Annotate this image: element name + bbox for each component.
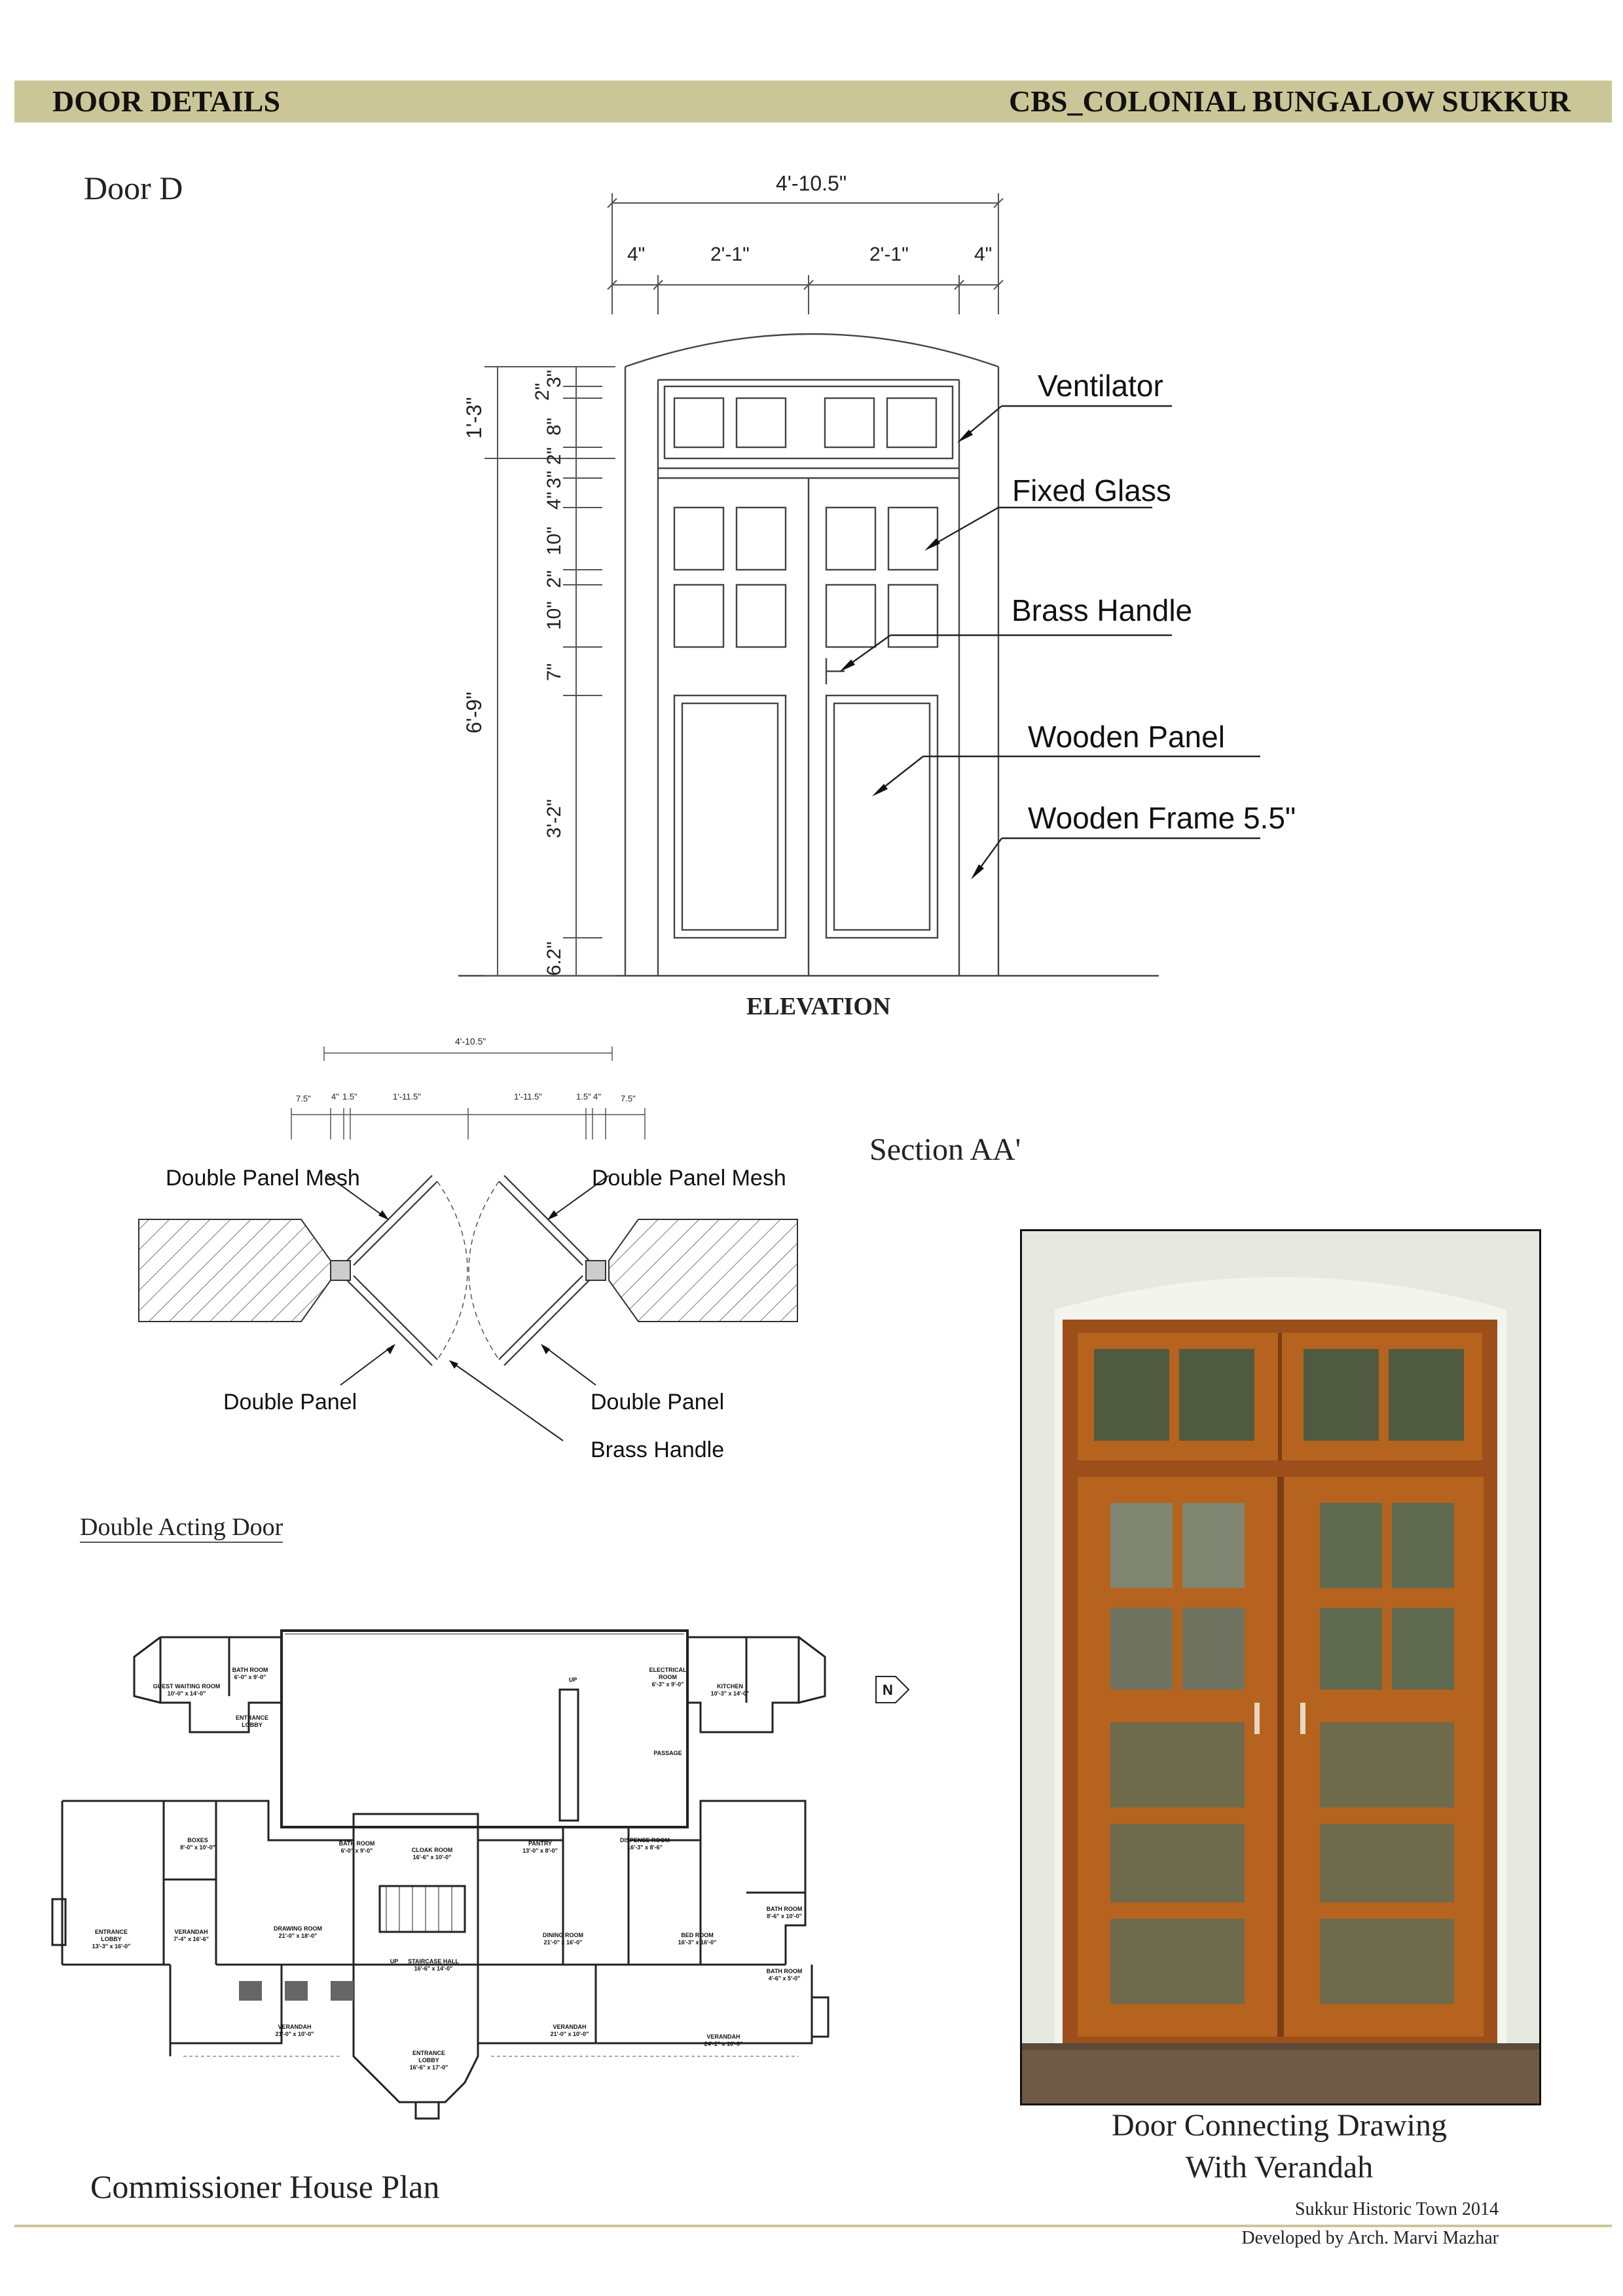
plan-room-staircase-hall: STAIRCASE HALL 16'-6" x 14'-0" — [408, 1958, 459, 1972]
plan-room-electrical: ELECTRICAL ROOM 6'-3" x 9'-0" — [649, 1667, 687, 1688]
door-title: Door D — [84, 170, 183, 206]
photo-caption-line1: Door Connecting Drawing — [1112, 2108, 1447, 2143]
plan-room-bath-3: BATH ROOM 8'-6" x 10'-0" — [766, 1906, 803, 1919]
sheet-title: DOOR DETAILS — [52, 84, 281, 118]
label-brass-handle: Brass Handle — [591, 1437, 725, 1462]
section-dim-4: 1'-11.5" — [393, 1092, 421, 1102]
plan-room-boxes: BOXES 8'-0" x 10'-0" — [180, 1837, 215, 1851]
section-dim-2: 4" — [331, 1092, 339, 1102]
elevation-drawing — [0, 0, 1623, 1048]
inner-dim-6: 4" — [543, 491, 565, 509]
plan-room-guest-waiting: GUEST WAITING ROOM 10'-0" x 14'-0" — [153, 1683, 221, 1697]
inner-dim-1: 3" — [543, 369, 565, 388]
plan-room-verandah-4: VERANDAH 24'-1" x 10'-0" — [704, 2033, 743, 2047]
inner-dim-2: 2" — [532, 382, 553, 401]
plan-room-verandah-3: VERANDAH 21'-0" x 10'-0" — [550, 2024, 589, 2037]
project-title: CBS_COLONIAL BUNGALOW SUKKUR — [1009, 84, 1571, 118]
width-dim-right-jamb: 4" — [974, 244, 993, 265]
section-dim-8: 7.5" — [621, 1094, 636, 1103]
footer-divider — [14, 2225, 1612, 2227]
inner-dim-5: 3" — [543, 470, 565, 489]
plan-room-entrance-lobby-1: ENTRANCE LOBBY — [235, 1714, 268, 1728]
floor-plan — [52, 1598, 893, 2161]
plan-room-kitchen: KITCHEN 10'-3" x 14'-0" — [710, 1683, 750, 1697]
height-dim-door: 6'-9" — [462, 692, 486, 733]
plan-room-entrance-lobby-3: ENTRANCE LOBBY 16'-6" x 17'-0" — [409, 2050, 448, 2071]
footer-line2: Developed by Arch. Marvi Mazhar — [1241, 2228, 1499, 2248]
plan-room-bath-4: BATH ROOM 4'-6" x 5'-0" — [766, 1968, 803, 1982]
plan-room-verandah-2: VERANDAH 21'-0" x 10'-0" — [275, 2024, 314, 2037]
inner-dim-3: 8" — [543, 417, 565, 435]
section-overall-dim: 4'-10.5" — [455, 1036, 486, 1046]
photo-caption-line2: With Verandah — [1185, 2150, 1374, 2185]
inner-dim-11: 3'-2" — [543, 799, 565, 838]
inner-dim-7: 10" — [543, 526, 565, 555]
overall-width-dim: 4'-10.5" — [776, 172, 847, 195]
plan-room-bath-2: BATH ROOM 6'-0" x 9'-0" — [338, 1840, 375, 1854]
callout-wooden-panel: Wooden Panel — [1028, 720, 1225, 754]
callout-wooden-frame: Wooden Frame 5.5" — [1028, 801, 1296, 835]
inner-dim-10: 7" — [543, 663, 565, 681]
callout-brass-handle: Brass Handle — [1012, 593, 1193, 627]
north-arrow-label: N — [883, 1682, 893, 1698]
inner-dim-9: 10" — [543, 601, 565, 630]
plan-room-pantry: PANTRY 13'-0" x 8'-0" — [522, 1840, 558, 1854]
callout-ventilator: Ventilator — [1038, 369, 1163, 403]
plan-stair-up-hall: UP — [390, 1958, 399, 1965]
plan-room-passage: PASSAGE — [653, 1750, 682, 1756]
section-caption: Double Acting Door — [80, 1513, 283, 1543]
section-dim-7: 4" — [593, 1092, 601, 1102]
plan-room-verandah-1: VERANDAH 7'-4" x 16'-6" — [173, 1929, 209, 1942]
plan-room-dining: DINING ROOM 21'-0" x 16'-0" — [543, 1932, 583, 1946]
width-dim-left-jamb: 4" — [627, 244, 646, 265]
section-dim-1: 7.5" — [296, 1094, 311, 1103]
section-dim-3: 1.5" — [342, 1092, 357, 1102]
plan-room-bath-1: BATH ROOM 6'-0" x 9'-0" — [232, 1667, 268, 1680]
inner-dim-4: 2" — [543, 447, 565, 465]
plan-room-dispense: DISPENSE ROOM 16'-3" x 8'-6" — [619, 1837, 670, 1851]
section-title: Section AA' — [869, 1132, 1021, 1167]
width-dim-right-leaf: 2'-1" — [869, 244, 909, 265]
door-photo — [1020, 1229, 1541, 2105]
plan-room-cloak: CLOAK ROOM 16'-6" x 10'-0" — [411, 1847, 453, 1861]
plan-room-bed: BED ROOM 16'-3" x 16'-0" — [678, 1932, 717, 1946]
label-mesh-left: Double Panel Mesh — [166, 1166, 360, 1191]
footer-line1: Sukkur Historic Town 2014 — [1295, 2199, 1499, 2219]
callout-fixed-glass: Fixed Glass — [1012, 473, 1171, 508]
label-panel-left: Double Panel — [223, 1390, 357, 1415]
label-mesh-right: Double Panel Mesh — [592, 1166, 786, 1191]
plan-room-drawing: DRAWING ROOM 21'-0" x 18'-0" — [274, 1925, 322, 1939]
elevation-caption: ELEVATION — [746, 993, 891, 1020]
label-panel-right: Double Panel — [591, 1390, 725, 1415]
plan-caption: Commissioner House Plan — [90, 2168, 440, 2205]
inner-dim-12: 6.2" — [543, 941, 565, 976]
door-photo-illustration — [1022, 1231, 1539, 2103]
inner-dim-8: 2" — [543, 570, 565, 588]
plan-stair-up-court: UP — [568, 1676, 577, 1683]
width-dim-left-leaf: 2'-1" — [710, 244, 750, 265]
section-dim-5: 1'-11.5" — [514, 1092, 542, 1102]
plan-room-entrance-lobby-2: ENTRANCE LOBBY 13'-3" x 16'-0" — [92, 1929, 131, 1950]
height-dim-transom: 1'-3" — [462, 397, 486, 439]
section-dim-6: 1.5" — [576, 1092, 591, 1102]
